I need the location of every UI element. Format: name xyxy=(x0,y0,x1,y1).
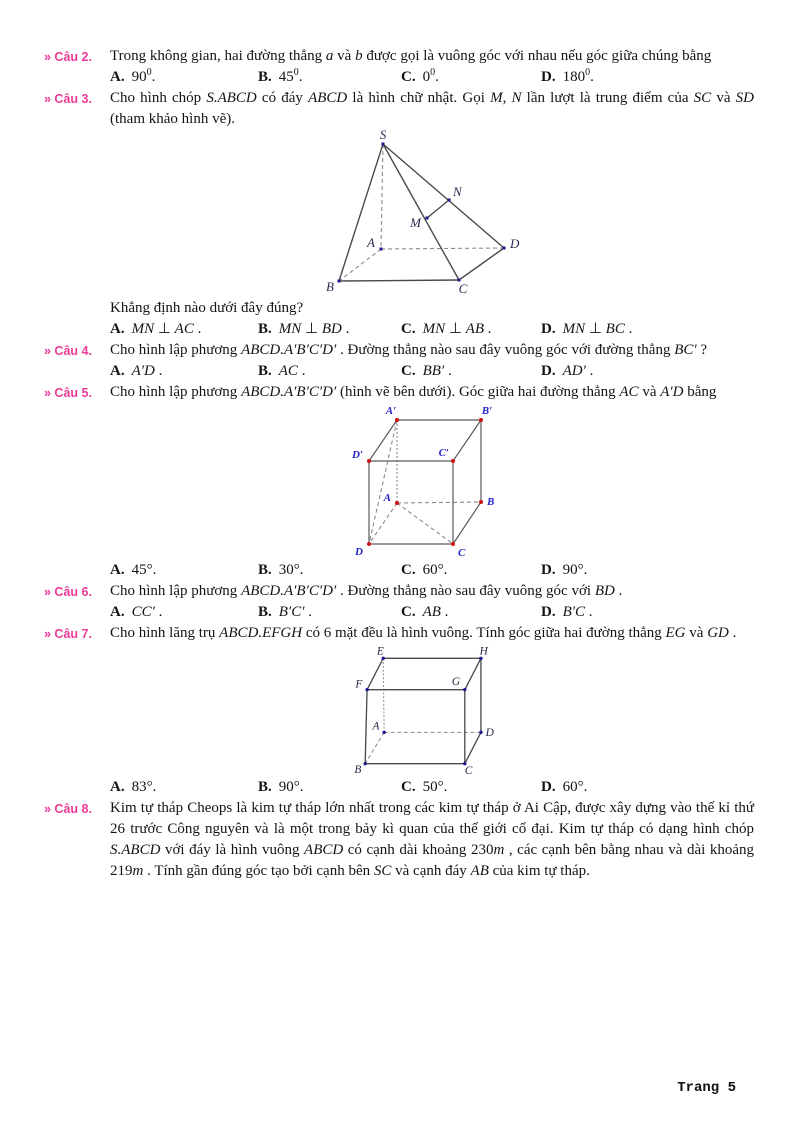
vertex-dot-n xyxy=(448,199,451,202)
answer-letter: C. xyxy=(401,69,416,85)
page-number: Trang 5 xyxy=(677,1080,736,1096)
answer-text: MN ⊥ AC . xyxy=(131,321,202,337)
vertex-label-c: C xyxy=(464,765,473,776)
answer-text: $180^0$. xyxy=(562,67,594,85)
vertex-dot-f xyxy=(365,688,368,691)
answer-letter: D. xyxy=(541,779,556,795)
question-3-number: » Câu 3. xyxy=(44,92,92,106)
answer-text: MN ⊥ BD . xyxy=(278,321,350,337)
answer-option-b xyxy=(258,560,401,581)
answer-option-d xyxy=(541,319,754,340)
vertex-label-d: D xyxy=(485,727,494,740)
vertex-dot-b xyxy=(338,280,341,283)
answer-text: A′D . xyxy=(131,363,163,379)
vertex-label-m: M xyxy=(410,215,421,230)
vertex-dot-s xyxy=(382,143,385,146)
answer-option-d xyxy=(541,777,754,798)
answer-letter: C. xyxy=(401,779,416,795)
answer-text: 50°. xyxy=(422,779,448,795)
vertex-dot-a xyxy=(380,248,383,251)
answer-letter: A. xyxy=(110,321,125,337)
answer-option-a xyxy=(110,560,258,581)
question-7 xyxy=(44,623,754,798)
question-3 xyxy=(44,88,754,340)
vertex-label-c: C xyxy=(458,547,466,559)
answer-letter: A. xyxy=(110,779,125,795)
answer-text: 30°. xyxy=(278,562,304,578)
answer-letter: A. xyxy=(110,562,125,578)
answer-option-b xyxy=(258,361,401,382)
answer-option-d xyxy=(541,602,754,623)
question-6-text: Cho hình lập phương ABCD.A′B′C′D′ . Đường thẳng nào sau đây vuông góc với BD . xyxy=(110,583,623,599)
answer-text: B′C . xyxy=(562,604,593,620)
answer-text: BB′ . xyxy=(422,363,452,379)
answer-letter: B. xyxy=(258,363,272,379)
vertex-label-a-prime: A′ xyxy=(385,405,397,417)
answer-text: AD′ . xyxy=(562,363,594,379)
vertex-dot-b-prime xyxy=(479,418,483,422)
vertex-label-g: G xyxy=(451,675,461,688)
question-7-text: Cho hình lăng trụ ABCD.EFGH có 6 mặt đều là hình vuông. Tính góc giữa hai đường thẳng EG và GD . xyxy=(110,625,737,641)
answer-text: $90^0$. xyxy=(131,67,156,85)
answer-option-a xyxy=(110,777,258,798)
answer-text: 90°. xyxy=(278,779,304,795)
answer-text: $45^0$. xyxy=(278,67,303,85)
vertex-dot-a-prime xyxy=(395,418,399,422)
vertex-dot-c xyxy=(451,542,455,546)
vertex-dot-d-prime xyxy=(367,459,371,463)
question-6 xyxy=(44,581,754,623)
answer-option-c xyxy=(401,319,541,340)
question-3-text: Cho hình chóp S.ABCD có đáy ABCD là hình chữ nhật. Gọi M, N lần lượt là trung điểm của SC và SD (tham khảo hình vẽ). xyxy=(110,90,754,127)
vertex-dot-m xyxy=(426,217,429,220)
answer-text: 60°. xyxy=(422,562,448,578)
answer-option-c xyxy=(401,560,541,581)
answer-letter: C. xyxy=(401,321,416,337)
question-3-text-2: Khẳng định nào dưới đây đúng? xyxy=(110,300,304,316)
answer-text: 45°. xyxy=(131,562,157,578)
vertex-label-s: S xyxy=(379,130,387,142)
vertex-label-b: B xyxy=(326,279,334,294)
question-6-answers xyxy=(110,602,754,623)
question-3-answers xyxy=(110,319,754,340)
answer-option-c xyxy=(401,602,541,623)
question-5-text: Cho hình lập phương ABCD.A′B′C′D′ (hình vẽ bên dưới). Góc giữa hai đường thẳng AC và A′D bằng xyxy=(110,384,717,400)
answer-letter: B. xyxy=(258,69,272,85)
question-8-number: » Câu 8. xyxy=(44,802,92,816)
question-4 xyxy=(44,340,754,382)
answer-option-a xyxy=(110,602,258,623)
question-6-number: » Câu 6. xyxy=(44,585,92,599)
vertex-label-d-prime: D′ xyxy=(351,449,363,461)
answer-letter: D. xyxy=(541,321,556,337)
question-4-number: » Câu 4. xyxy=(44,344,92,358)
answer-option-b xyxy=(258,67,401,88)
answer-letter: D. xyxy=(541,604,556,620)
vertex-label-f: F xyxy=(355,678,363,691)
vertex-dot-d xyxy=(503,247,506,250)
prism-figure xyxy=(348,646,500,776)
vertex-dot-a xyxy=(382,731,385,734)
question-4-text: Cho hình lập phương ABCD.A′B′C′D′ . Đường thẳng nào sau đây vuông góc với đường thẳng BC′ ? xyxy=(110,342,708,358)
question-2-answers xyxy=(110,67,754,88)
vertex-dot-d xyxy=(367,542,371,546)
answer-text: MN ⊥ BC . xyxy=(562,321,633,337)
vertex-label-c: C xyxy=(458,281,468,296)
question-7-answers xyxy=(110,777,754,798)
answer-letter: B. xyxy=(258,779,272,795)
answer-letter: B. xyxy=(258,321,272,337)
answer-text: CC′ . xyxy=(131,604,163,620)
question-2-number: » Câu 2. xyxy=(44,50,92,64)
question-2-text: Trong không gian, hai đường thẳng a và b được gọi là vuông góc với nhau nếu góc giữa chúng bằng xyxy=(110,48,712,64)
question-2 xyxy=(44,46,754,88)
answer-letter: D. xyxy=(541,363,556,379)
answer-text: $0^0$. xyxy=(422,67,439,85)
vertex-label-b: B xyxy=(487,496,495,508)
answer-option-c xyxy=(401,777,541,798)
answer-letter: A. xyxy=(110,604,125,620)
answer-letter: C. xyxy=(401,562,416,578)
vertex-dot-b xyxy=(479,500,483,504)
vertex-label-n: N xyxy=(453,184,462,199)
vertex-label-b-prime: B′ xyxy=(481,405,493,417)
vertex-label-c-prime: C′ xyxy=(438,447,449,459)
vertex-label-a: A xyxy=(383,492,391,504)
vertex-dot-a xyxy=(395,501,399,505)
vertex-label-b: B xyxy=(354,764,362,776)
pyramid-figure xyxy=(320,130,565,296)
vertex-label-d: D xyxy=(355,546,363,558)
answer-letter: C. xyxy=(401,604,416,620)
answer-option-d xyxy=(541,361,754,382)
answer-option-a xyxy=(110,361,258,382)
answer-option-b xyxy=(258,777,401,798)
vertex-label-a: A xyxy=(372,720,380,733)
answer-text: AC . xyxy=(278,363,306,379)
answer-option-c xyxy=(401,67,541,88)
cube-figure xyxy=(345,404,500,560)
vertex-dot-c-prime xyxy=(451,459,455,463)
answer-option-d xyxy=(541,67,754,88)
vertex-dot-g xyxy=(463,688,466,691)
answer-text: 90°. xyxy=(562,562,588,578)
question-8 xyxy=(44,798,754,882)
question-7-number: » Câu 7. xyxy=(44,627,92,641)
answer-letter: D. xyxy=(541,562,556,578)
answer-letter: A. xyxy=(110,363,125,379)
vertex-dot-b xyxy=(363,762,366,765)
vertex-label-e: E xyxy=(376,646,384,658)
vertex-label-d: D xyxy=(510,236,520,251)
question-5-answers xyxy=(110,560,754,581)
answer-option-a xyxy=(110,319,258,340)
answer-text: 60°. xyxy=(562,779,588,795)
answer-option-a xyxy=(110,67,258,88)
answer-letter: B. xyxy=(258,562,272,578)
answer-option-b xyxy=(258,602,401,623)
answer-text: AB . xyxy=(422,604,449,620)
answer-letter: B. xyxy=(258,604,272,620)
answer-option-c xyxy=(401,361,541,382)
answer-text: MN ⊥ AB . xyxy=(422,321,492,337)
vertex-dot-d xyxy=(479,731,482,734)
answer-letter: A. xyxy=(110,69,125,85)
question-5 xyxy=(44,382,754,581)
answer-letter: D. xyxy=(541,69,556,85)
vertex-label-h: H xyxy=(479,646,488,658)
vertex-label-a: A xyxy=(367,235,375,250)
answer-option-b xyxy=(258,319,401,340)
question-4-answers xyxy=(110,361,754,382)
answer-letter: C. xyxy=(401,363,416,379)
answer-text: B′C′ . xyxy=(278,604,312,620)
question-5-number: » Câu 5. xyxy=(44,386,92,400)
answer-option-d xyxy=(541,560,754,581)
answer-text: 83°. xyxy=(131,779,157,795)
question-8-text: Kim tự tháp Cheops là kim tự tháp lớn nhất trong các kim tự tháp ở Ai Cập, được xây dựng vào thế kỉ thứ 26 trước Công nguyên và là một trong bảy kì quan của thế giới cổ đại. Kim tự tháp có dạng hình chóp S.ABCD với đáy là hình vuông ABCD có cạnh dài khoảng 230m , các cạnh bên bằng nhau và dài khoảng 219m . Tính gần đúng góc tạo bởi cạnh bên SC và cạnh đáy AB của kim tự tháp. xyxy=(110,800,754,879)
